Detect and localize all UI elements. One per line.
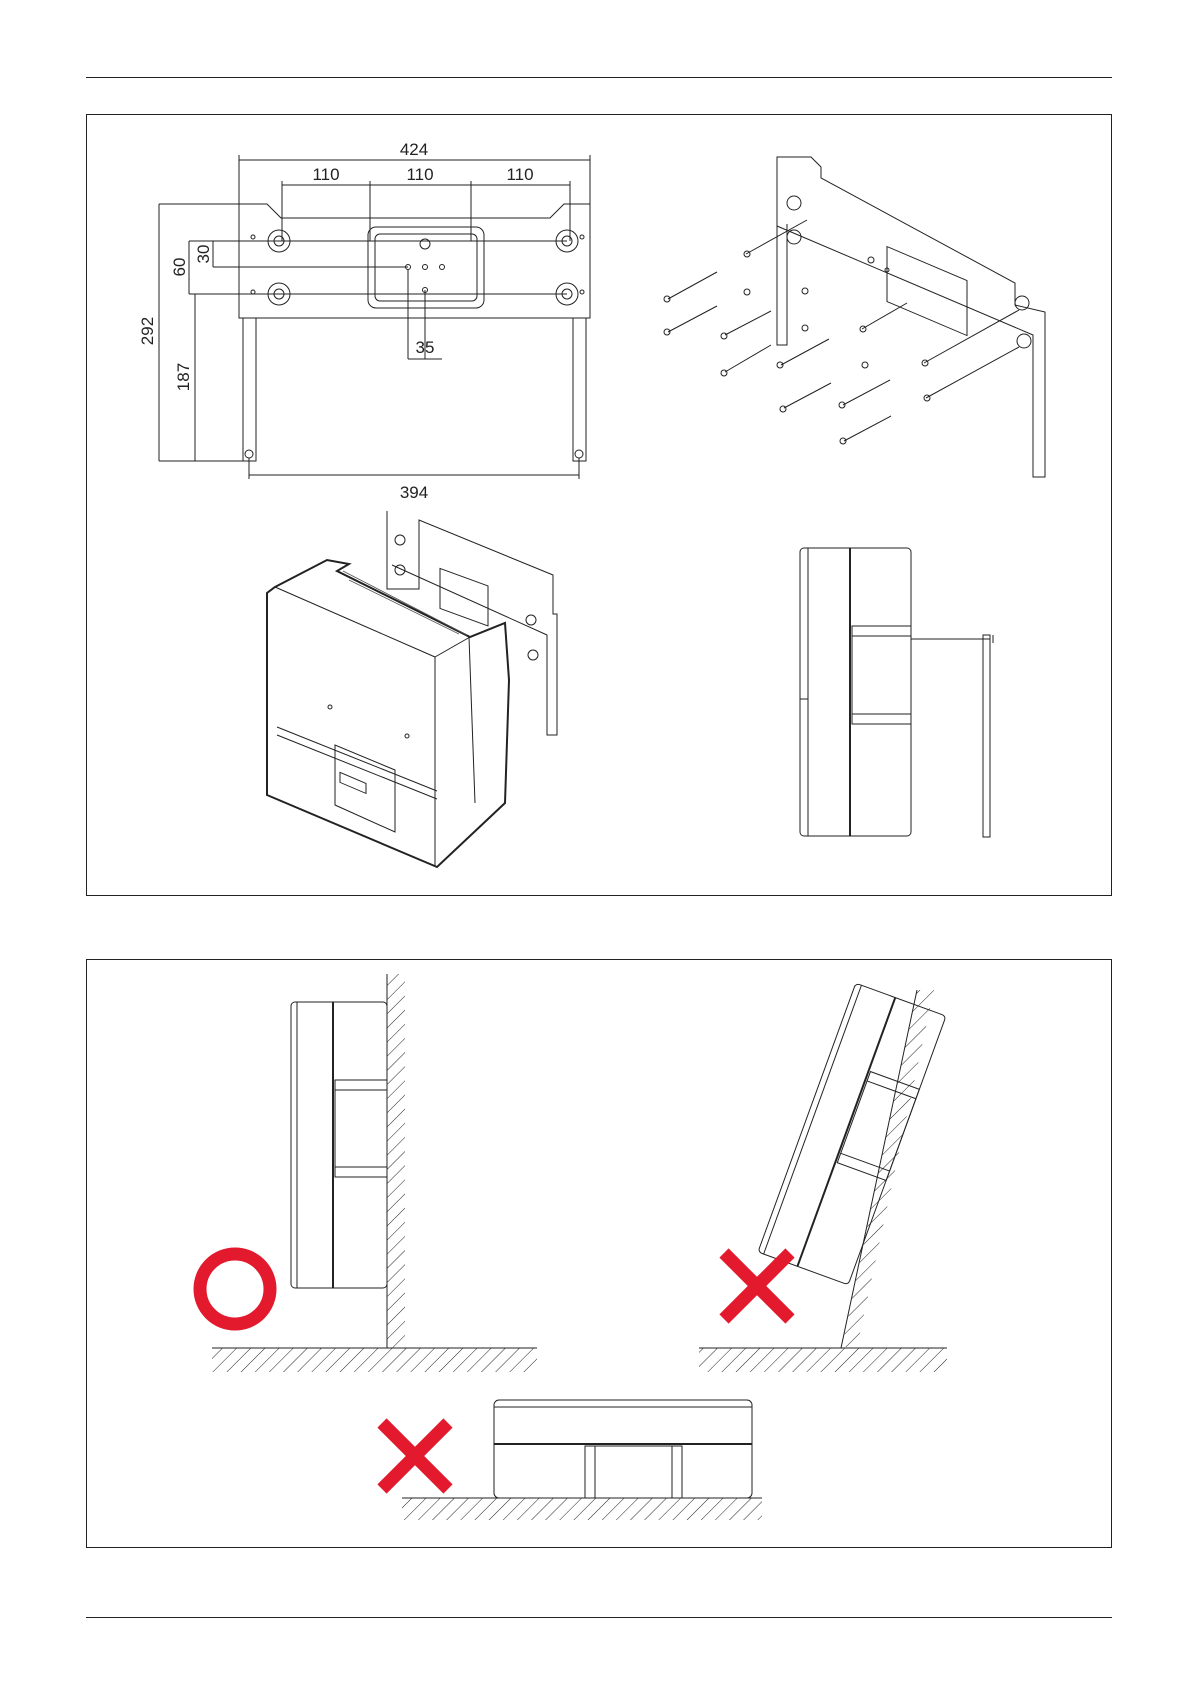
dim-hole-spacing-2: 110 [406, 165, 434, 184]
cross-wrong-icon [382, 1423, 448, 1489]
orientation-drawings [87, 960, 1113, 1549]
dim-hole-spacing-1: 110 [312, 165, 340, 184]
correct-vertical-mounting [200, 974, 537, 1372]
inverter-side-view [800, 548, 993, 837]
dim-hole-offset: 35 [415, 338, 435, 357]
dim-height-187: 187 [174, 362, 193, 392]
circle-ok-icon [200, 1254, 270, 1324]
dim-leg-spacing: 394 [399, 483, 429, 502]
footer-rule [86, 1617, 1112, 1618]
dim-height-60: 60 [170, 257, 189, 277]
bracket-dimension-drawing [138, 140, 590, 502]
dim-height-30: 30 [194, 244, 213, 264]
dim-hole-spacing-3: 110 [506, 165, 534, 184]
mounting-drawings [87, 115, 1113, 897]
mounting-instructions-panel [86, 114, 1112, 896]
dim-overall-width: 424 [399, 140, 429, 159]
bracket-exploded-view [664, 157, 1045, 477]
wrong-tilted-mounting [699, 983, 947, 1372]
wrong-flat-mounting [382, 1400, 762, 1520]
inverter-hanging-view [267, 511, 557, 867]
header-rule [86, 77, 1112, 78]
dim-height-total: 292 [138, 316, 157, 346]
orientation-panel [86, 959, 1112, 1548]
cross-wrong-icon [724, 1253, 790, 1319]
